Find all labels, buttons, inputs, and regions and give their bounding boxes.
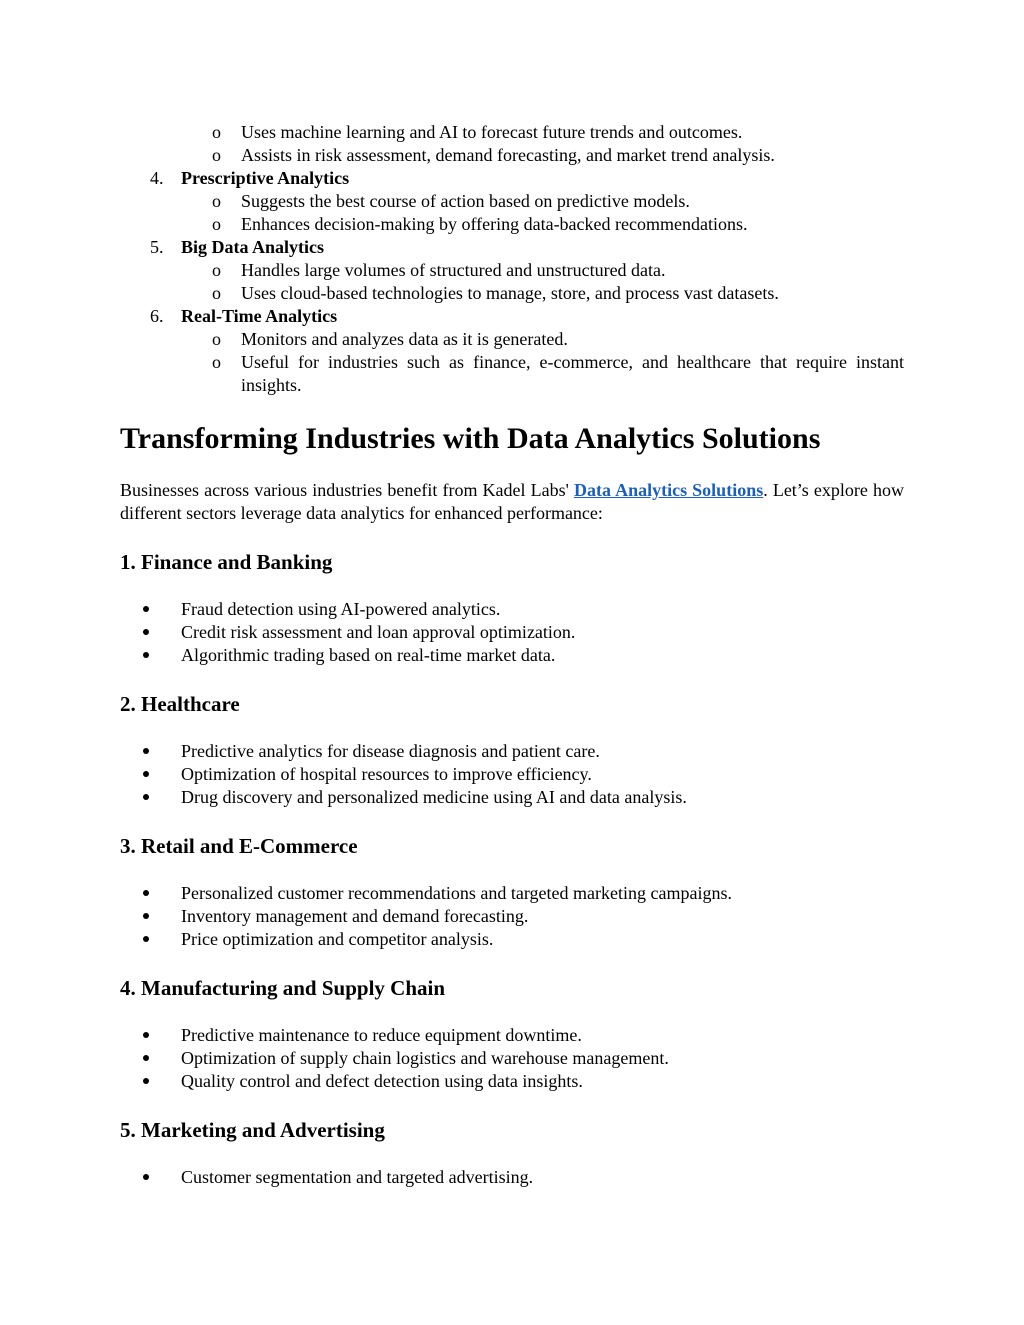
bullet-icon (143, 1055, 149, 1061)
section-heading: 1. Finance and Banking (120, 550, 333, 574)
list-item-title: Real-Time Analytics (181, 306, 338, 326)
intro-paragraph (120, 479, 904, 525)
list-number: 5. (150, 237, 164, 257)
bullet-text: Optimization of supply chain logistics and warehouse management. (181, 1048, 669, 1068)
sub-bullet-marker: o (212, 352, 221, 372)
sub-bullet-text: Enhances decision-making by offering data-backed recommendations. (241, 214, 748, 234)
bullet-icon (143, 771, 149, 777)
sub-bullet-text: Handles large volumes of structured and unstructured data. (241, 260, 666, 280)
bullet-text: Algorithmic trading based on real-time market data. (181, 645, 556, 665)
bullet-icon (143, 652, 149, 658)
bullet-text: Optimization of hospital resources to improve efficiency. (181, 764, 592, 784)
bullet-text: Quality control and defect detection using data insights. (181, 1071, 583, 1091)
bullet-icon (143, 913, 149, 919)
sub-bullet-marker: o (212, 145, 221, 165)
bullet-icon (143, 936, 149, 942)
sub-bullet-text: Monitors and analyzes data as it is generated. (241, 329, 568, 349)
bullet-icon (143, 1078, 149, 1084)
sub-bullet-marker: o (212, 214, 221, 234)
bullet-text: Drug discovery and personalized medicine using AI and data analysis. (181, 787, 687, 807)
sub-bullet-text: Suggests the best course of action based on predictive models. (241, 191, 690, 211)
bullet-text: Price optimization and competitor analysis. (181, 929, 494, 949)
section-heading: 2. Healthcare (120, 692, 240, 716)
sub-bullet-text: Uses machine learning and AI to forecast future trends and outcomes. (241, 122, 743, 142)
sub-bullet-marker: o (212, 260, 221, 280)
bullet-text: Fraud detection using AI-powered analytics. (181, 599, 501, 619)
list-number: 6. (150, 306, 164, 326)
intro-text-continued: . Let’s explore how different sectors leverage data analytics for enhanced performance: (120, 480, 904, 523)
main-heading: Transforming Industries with Data Analytics Solutions (120, 422, 821, 455)
bullet-text: Customer segmentation and targeted advertising. (181, 1167, 534, 1187)
sub-bullet-text: Uses cloud-based technologies to manage, store, and process vast datasets. (241, 283, 779, 303)
intro-text: Businesses across various industries benefit from Kadel Labs' (120, 480, 574, 500)
bullet-icon (143, 890, 149, 896)
list-item-title: Prescriptive Analytics (181, 168, 350, 188)
bullet-text: Predictive maintenance to reduce equipment downtime. (181, 1025, 582, 1045)
sub-bullet-text: Useful for industries such as finance, e-commerce, and healthcare that require instant insights. (241, 352, 904, 395)
bullet-text: Inventory management and demand forecasting. (181, 906, 529, 926)
bullet-icon (143, 629, 149, 635)
sub-bullet-text: Assists in risk assessment, demand forecasting, and market trend analysis. (241, 145, 775, 165)
list-item-title: Big Data Analytics (181, 237, 325, 257)
data-analytics-solutions-link[interactable]: Data Analytics Solutions (573, 480, 764, 500)
bullet-text: Credit risk assessment and loan approval optimization. (181, 622, 576, 642)
section-heading: 4. Manufacturing and Supply Chain (120, 976, 446, 1000)
bullet-icon (143, 606, 149, 612)
sub-bullet-marker: o (212, 122, 221, 142)
bullet-icon (143, 748, 149, 754)
sub-bullet-marker: o (212, 283, 221, 303)
bullet-icon (143, 1032, 149, 1038)
bullet-text: Personalized customer recommendations and targeted marketing campaigns. (181, 883, 732, 903)
bullet-text: Predictive analytics for disease diagnosis and patient care. (181, 741, 600, 761)
bullet-icon (143, 794, 149, 800)
list-number: 4. (150, 168, 164, 188)
section-heading: 5. Marketing and Advertising (120, 1118, 385, 1142)
section-heading: 3. Retail and E-Commerce (120, 834, 358, 858)
sub-bullet-marker: o (212, 329, 221, 349)
bullet-icon (143, 1174, 149, 1180)
sub-bullet-marker: o (212, 191, 221, 211)
